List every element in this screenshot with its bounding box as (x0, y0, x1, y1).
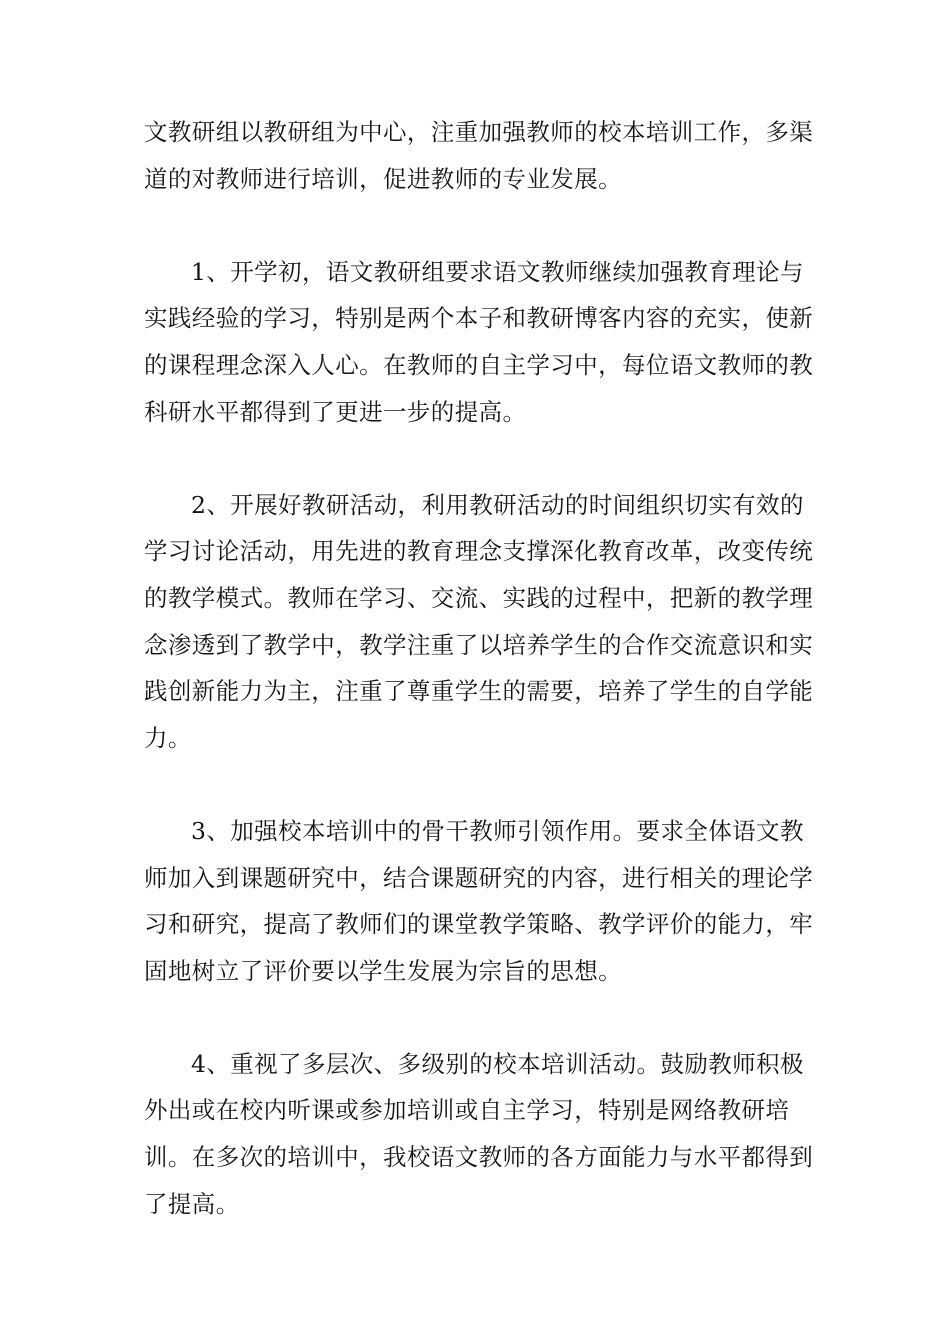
paragraph-first-line: 1、开学初，语文教研组要求语文教师继续加强教育理论与 (191, 257, 804, 286)
paragraph-item-1 (144, 249, 814, 435)
paragraph-line: 念渗透到了教学中，教学注重了以培养学生的合作交流意识和实 (144, 630, 814, 659)
paragraph-line: 道的对教师进行培训，促进教师的专业发展。 (144, 164, 622, 193)
paragraph-line: 的教学模式。教师在学习、交流、实践的过程中，把新的教学理 (144, 583, 814, 612)
paragraph-line: 固地树立了评价要以学生发展为宗旨的思想。 (144, 956, 622, 985)
paragraph-line: 习和研究，提高了教师们的课堂教学策略、教学评价的能力，牢 (144, 910, 814, 939)
paragraph-line: 学习讨论活动，用先进的教育理念支撑深化教育改革，改变传统 (144, 537, 814, 566)
document-body (144, 109, 814, 1227)
paragraph-item-2 (144, 482, 814, 762)
paragraph-line: 践创新能力为主，注重了尊重学生的需要，培养了学生的自学能 (144, 677, 814, 706)
paragraph-line: 了提高。 (144, 1189, 240, 1218)
paragraph-first-line: 2、开展好教研活动，利用教研活动的时间组织切实有效的 (191, 490, 804, 519)
paragraph-line: 师加入到课题研究中，结合课题研究的内容，进行相关的理论学 (144, 863, 814, 892)
paragraph-first-line: 3、加强校本培训中的骨干教师引领作用。要求全体语文教 (191, 816, 804, 845)
paragraph-line: 力。 (144, 723, 192, 752)
paragraph-item-3 (144, 808, 814, 994)
paragraph-intro (144, 109, 814, 202)
paragraph-line: 外出或在校内听课或参加培训或自主学习，特别是网络教研培 (144, 1096, 790, 1125)
paragraph-line: 文教研组以教研组为中心，注重加强教师的校本培训工作，多渠 (144, 118, 814, 146)
paragraph-item-4 (144, 1041, 814, 1227)
paragraph-first-line: 4、重视了多层次、多级别的校本培训活动。鼓励教师积极 (191, 1049, 804, 1078)
paragraph-line: 实践经验的学习，特别是两个本子和教研博客内容的充实，使新 (144, 304, 814, 333)
paragraph-line: 训。在多次的培训中，我校语文教师的各方面能力与水平都得到 (144, 1143, 814, 1172)
paragraph-line: 科研水平都得到了更进一步的提高。 (144, 397, 527, 426)
paragraph-line: 的课程理念深入人心。在教师的自主学习中，每位语文教师的教 (144, 350, 814, 379)
